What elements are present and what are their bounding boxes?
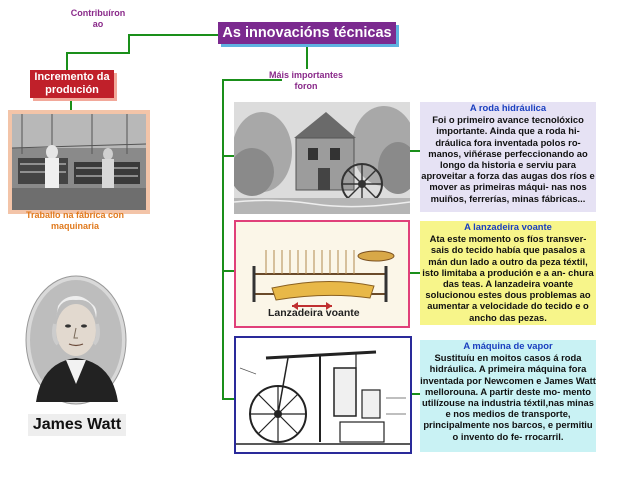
water-wheel-image <box>234 102 410 214</box>
flying-shuttle-text: Ata este momento os fíos transver- sais do tecido había que pasalos a mán dun lado a outro da peza téxtil, isto limitaba a produción e a an- chura das teas. A lanzadeira voante solucionou estes dous problemas ao aumentar a velocidade do tecido e o ancho das pezas. <box>422 233 594 323</box>
diagram-title: As innovacións técnicas <box>218 22 396 44</box>
connector-left-horizontal <box>66 52 130 54</box>
connector-title-down <box>306 47 308 69</box>
contributed-label: Contribuíron ao <box>70 8 126 29</box>
factory-caption: Traballo na fábrica con maquinaria <box>25 210 125 231</box>
water-wheel-info <box>420 102 596 212</box>
production-box: Incremento da produción <box>30 70 114 98</box>
steam-engine-info <box>420 340 596 452</box>
factory-photo <box>8 110 150 214</box>
flying-shuttle-label: Lanzadeira voante <box>268 307 360 319</box>
connector-title-left <box>128 34 218 36</box>
james-watt-portrait <box>22 274 130 410</box>
flying-shuttle-title: A lanzadeira voante <box>464 221 552 232</box>
connector-branch-2 <box>222 270 234 272</box>
connector-branch-1 <box>222 155 234 157</box>
connector-production-photo <box>70 100 72 110</box>
flying-shuttle-info <box>420 221 596 325</box>
steam-engine-image <box>234 336 412 454</box>
connector-left-drop <box>66 52 68 70</box>
connector-img3-text3 <box>412 393 420 395</box>
james-watt-label: James Watt <box>28 414 126 436</box>
connector-img1-text1 <box>410 150 420 152</box>
water-wheel-text: Foi o primeiro avance tecnolóxico importante. Ainda que a roda hi- dráulica fora inventada polos ro- manos, viñérase perfeccionando ao longo da historia e serviu para aproveitar a forza das augas dos ríos e mover as primeiras máqui- nas nos muiños, ferrerías, minas fábricas... <box>421 114 595 204</box>
connector-branch-3 <box>222 398 234 400</box>
steam-engine-title: A máquina de vapor <box>463 340 553 351</box>
steam-engine-text: Sustituíu en moitos casos á roda hidráulica. A primeira máquina fora inventada por Newcomen e James Watt mellorouna. A partir deste mo- mento utilízouse na industria téxtil,nas minas e nos medios de transporte, principalmente nos barcos, e permitiu o invento do fe- rrocarril. <box>420 352 596 442</box>
connector-img2-text2 <box>410 272 420 274</box>
connector-left-vertical <box>128 34 130 54</box>
connector-right-vertical <box>222 79 224 400</box>
most-important-label: Máis importantes foron <box>268 70 344 91</box>
water-wheel-title: A roda hidráulica <box>469 102 547 113</box>
